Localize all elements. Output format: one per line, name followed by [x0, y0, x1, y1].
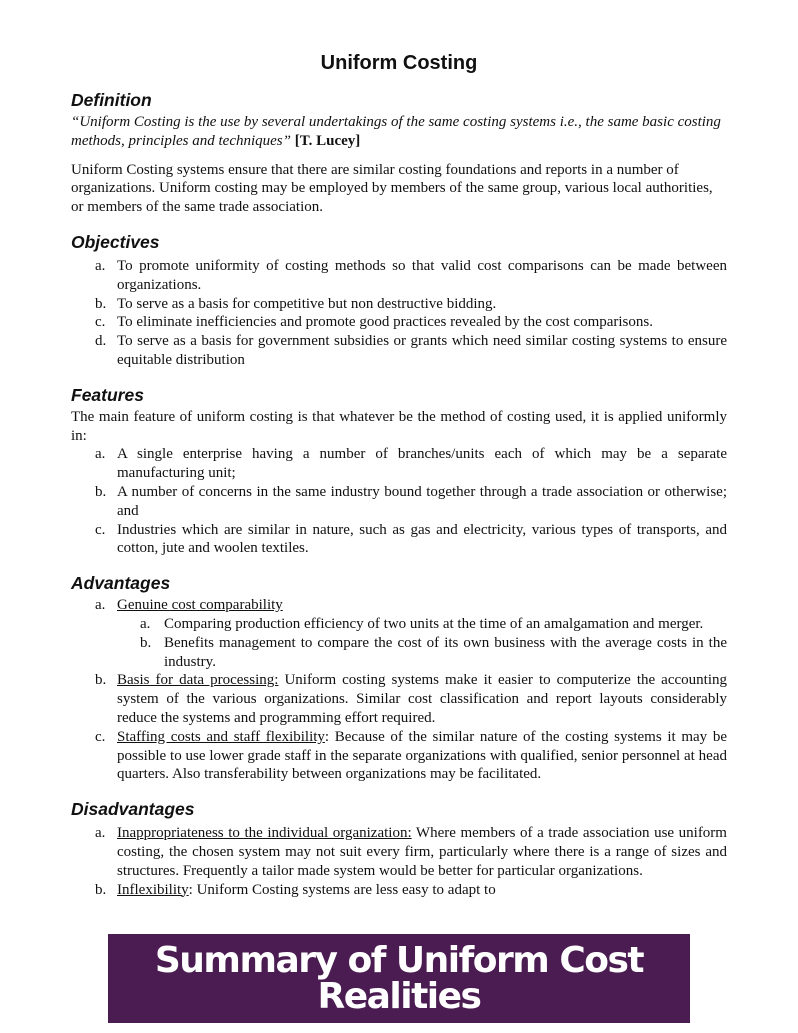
sub-list-item [117, 634, 727, 672]
list-item-text: : Uniform Costing systems are less easy to adapt to [188, 881, 496, 898]
definition-quote [71, 113, 727, 151]
list-item-title: Inappropriateness to the individual organization: [117, 825, 412, 842]
document-page [71, 48, 727, 913]
disadvantages-section [71, 798, 727, 899]
quote-source: [T. Lucey] [294, 132, 361, 149]
list-marker: a. [95, 825, 106, 842]
objectives-heading: Objectives [71, 231, 160, 252]
list-item-title: Basis for data processing: [117, 672, 279, 689]
list-item [71, 295, 727, 314]
list-marker: b. [140, 634, 152, 651]
list-item-text: To serve as a basis for government subsidies or grants which need similar costing systems to ensure equitable distribution [117, 333, 727, 368]
list-marker: d. [95, 333, 107, 350]
list-item [71, 671, 727, 727]
list-item-text: Benefits management to compare the cost of its own business with the average costs in the industry. [164, 634, 727, 670]
list-item-text: A single enterprise having a number of branches/units each of which may be a separate manufacturing unit; [117, 446, 727, 482]
list-marker: a. [95, 597, 106, 614]
list-item-title: Inflexibility [117, 881, 189, 898]
page-title: Uniform Costing [320, 52, 478, 74]
list-marker: b. [95, 483, 107, 500]
list-item [71, 332, 727, 370]
disadvantages-heading: Disadvantages [71, 799, 195, 820]
sub-list [117, 615, 727, 671]
list-item-text: Industries which are similar in nature, such as gas and electricity, various types of transports, and cotton, jute and woolen textiles. [117, 521, 727, 557]
quote-text: “Uniform Costing is the use by several undertakings of the same costing systems i.e., the same basic costing methods, principles and techniques” [71, 114, 721, 149]
list-item [71, 257, 727, 295]
list-marker: c. [95, 728, 106, 745]
advantages-list [71, 596, 727, 784]
features-section [71, 384, 727, 558]
list-marker: a. [95, 257, 106, 274]
advantages-heading: Advantages [71, 573, 171, 594]
list-marker: b. [95, 881, 107, 898]
list-marker: c. [95, 521, 106, 538]
list-item-text: To serve as a basis for competitive but non destructive bidding. [117, 295, 497, 312]
list-item-text: Comparing production efficiency of two units at the time of an amalgamation and merger. [164, 615, 704, 632]
list-item [71, 313, 727, 332]
objectives-section [71, 231, 727, 370]
list-marker: a. [140, 615, 151, 632]
list-item-text: To eliminate inefficiencies and promote good practices revealed by the cost comparisons. [117, 314, 653, 331]
list-item-text: : Because of the similar nature of the costing systems it may be possible to use lower grade staff in the separate organizations with qualified, senior personnel at head quarters. Also transferability between organizations may be facilitated. [117, 728, 727, 783]
list-item-text: Uniform costing systems make it easier to computerize the accounting system of the various organizations. Similar cost classification and report layouts considerably reduce the systems and programming effort required. [117, 672, 727, 726]
disadvantages-list [71, 824, 727, 899]
list-marker: b. [95, 295, 107, 312]
definition-paragraph: Uniform Costing systems ensure that there are similar costing foundations and reports in a number of organizations. Uniform costing may be employed by members of the same group, various local authorities, or members of the same trade association. [71, 161, 713, 216]
list-item-text: Where members of a trade association use uniform costing, the chosen system may not suit every firm, particularly where there is a range of sizes and structures. Frequently a tailor made system would be better for particular organizations. [117, 825, 727, 879]
list-item [71, 483, 727, 521]
list-item-text: A number of concerns in the same industry bound together through a trade association or otherwise; and [117, 483, 727, 519]
features-intro: The main feature of uniform costing is that whatever be the method of costing used, it is applied uniformly in: [71, 408, 727, 444]
list-marker: b. [95, 672, 107, 689]
list-item [71, 521, 727, 559]
banner-title: Summary of Uniform Cost Realities [154, 939, 644, 1017]
list-item-text: To promote uniformity of costing methods so that valid cost comparisons can be made between organizations. [117, 257, 727, 293]
features-list [71, 445, 727, 558]
features-heading: Features [71, 384, 144, 405]
list-item [71, 445, 727, 483]
list-item [71, 881, 727, 900]
list-item [71, 596, 727, 671]
definition-section [71, 89, 727, 217]
definition-heading: Definition [71, 90, 152, 110]
sub-list-item [117, 615, 727, 634]
advantages-section [71, 572, 727, 784]
list-item [71, 728, 727, 784]
objectives-list [71, 257, 727, 370]
summary-banner [108, 934, 690, 1023]
list-item [71, 824, 727, 880]
list-item-title: Staffing costs and staff flexibility [117, 728, 325, 745]
list-marker: a. [95, 446, 106, 463]
list-item-title: Genuine cost comparability [117, 597, 283, 614]
list-marker: c. [95, 314, 106, 331]
